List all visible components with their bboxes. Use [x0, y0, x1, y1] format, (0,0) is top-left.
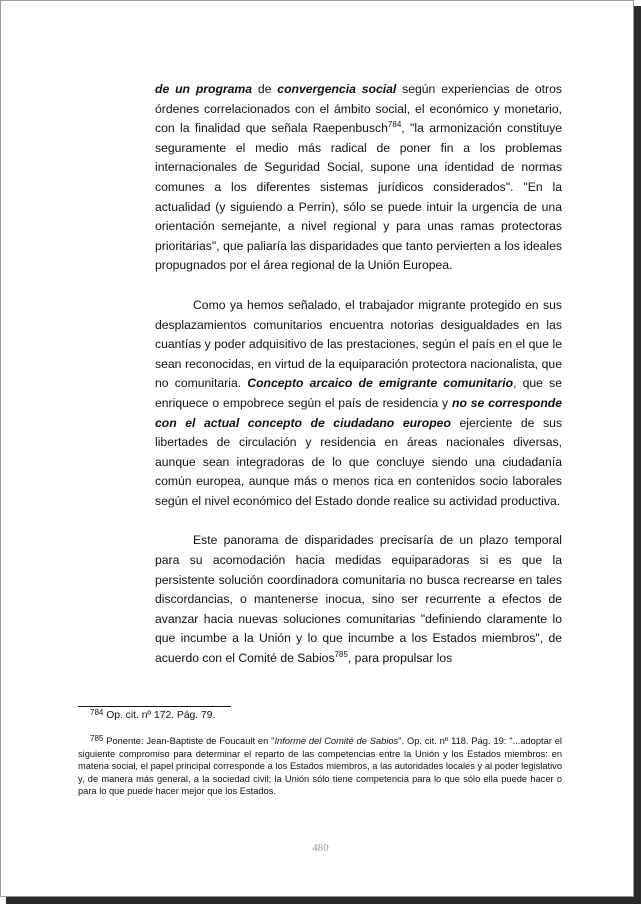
text-run: ejerciente de sus libertades de circulación y residencia en áreas nacionales diversas, aunque sean integradoras de lo que concluye siendo una ciudadanía común europea, aunque más o menos rica en contenidos socio laborales según el nivel económico del Estado donde realice su actividad productiva.	[155, 415, 562, 508]
footnote-784	[90, 709, 562, 723]
main-text	[155, 80, 562, 689]
footnote-ref-784[interactable]: 784	[387, 120, 402, 130]
footnote-785	[78, 735, 562, 798]
text-run: , para propulsar los	[347, 651, 453, 666]
footnote-text: ". Op. cit. nº 118. Pág. 19: "...adoptar el siguiente compromiso para determinar el reparto de las competencias entre la Unión y los Estados miembros: en materia social, el papel principal corresponde a los Estados miembros, a las autoridades locales y al poder legislativo y, de manera más general, a la sociedad civil; la Unión sólo tiene competencia para lo que sólo ella puede hacer o para lo que puede hacer mejor que los Estados.	[78, 736, 562, 796]
footnote-separator	[78, 706, 231, 707]
paragraph-1	[155, 80, 562, 276]
bold-phrase: de un programa	[155, 82, 253, 96]
page-shadow-right	[634, 6, 641, 904]
text-run: Como ya hemos señalado, el trabajador migrante protegido en sus desplazamientos comunitarios encuentra notorias desigualdades en las cuantías y poder adquisitivo de las prestaciones, según el país en el que le sean reconocidas, en virtud de la equiparación protectora nacionalista, que no comunitaria.	[155, 297, 562, 391]
text-run: según experiencias de otros órdenes correlacionados con el ámbito social, el económico y monetario, con la finalidad que señala Raepenbusch	[155, 82, 562, 136]
footnotes	[78, 709, 562, 798]
bold-phrase: Concepto arcaico de emigrante comunitario	[247, 376, 514, 391]
footnote-italic-title: Informe del Comité de Sabios	[274, 736, 399, 746]
bold-phrase: no se corresponde con el actual concepto de ciudadano europeo	[155, 395, 562, 430]
footnote-ref-785[interactable]: 785	[334, 650, 348, 660]
footnote-text: Op. cit. nº 172. Pág. 79.	[103, 710, 216, 721]
text-run: , que se enriquece o empobrece según el país de residencia y	[155, 376, 562, 410]
paragraph-2	[155, 296, 562, 512]
text-run: Este panorama de disparidades precisaría de un plazo temporal para su acomodación hacia medidas equiparadoras si es que la persistente solución coordinadora comunitaria no busca recrearse en tales discordancias, o mantenerse inocua, sino ser recurrente a efectos de avanzar hacia nuevas soluciones comunitarias "definiendo claramente lo que incumbe a la Unión y lo que incumbe a los Estados miembros", de acuerdo con el Comité de Sabios	[155, 533, 562, 666]
bold-phrase: convergencia social	[277, 82, 397, 96]
footnote-number: 784	[90, 708, 104, 717]
page-number: 480	[312, 842, 329, 854]
page-shadow-bottom	[6, 897, 641, 904]
footnote-number: 785	[90, 734, 104, 743]
text-run: , "la armonización constituye seguramente el medio más radical de poner fin a los problemas internacionales de Seguridad Social, supone una identidad de normas comunes a los diferentes sistemas jurídicos considerados". "En la actualidad (y siguiendo a Perrin), sólo se puede intuir la urgencia de una orientación semejante, a nivel regional y para unas ramas protectoras prioritarias", que paliaría las disparidades que tanto pervierten a los ideales propugnados por el área regional de la Unión Europea.	[155, 121, 562, 273]
paragraph-3	[155, 531, 562, 668]
footnote-text: Ponente: Jean-Baptiste de Foucault en "	[103, 736, 275, 746]
text-run: de	[252, 82, 278, 96]
